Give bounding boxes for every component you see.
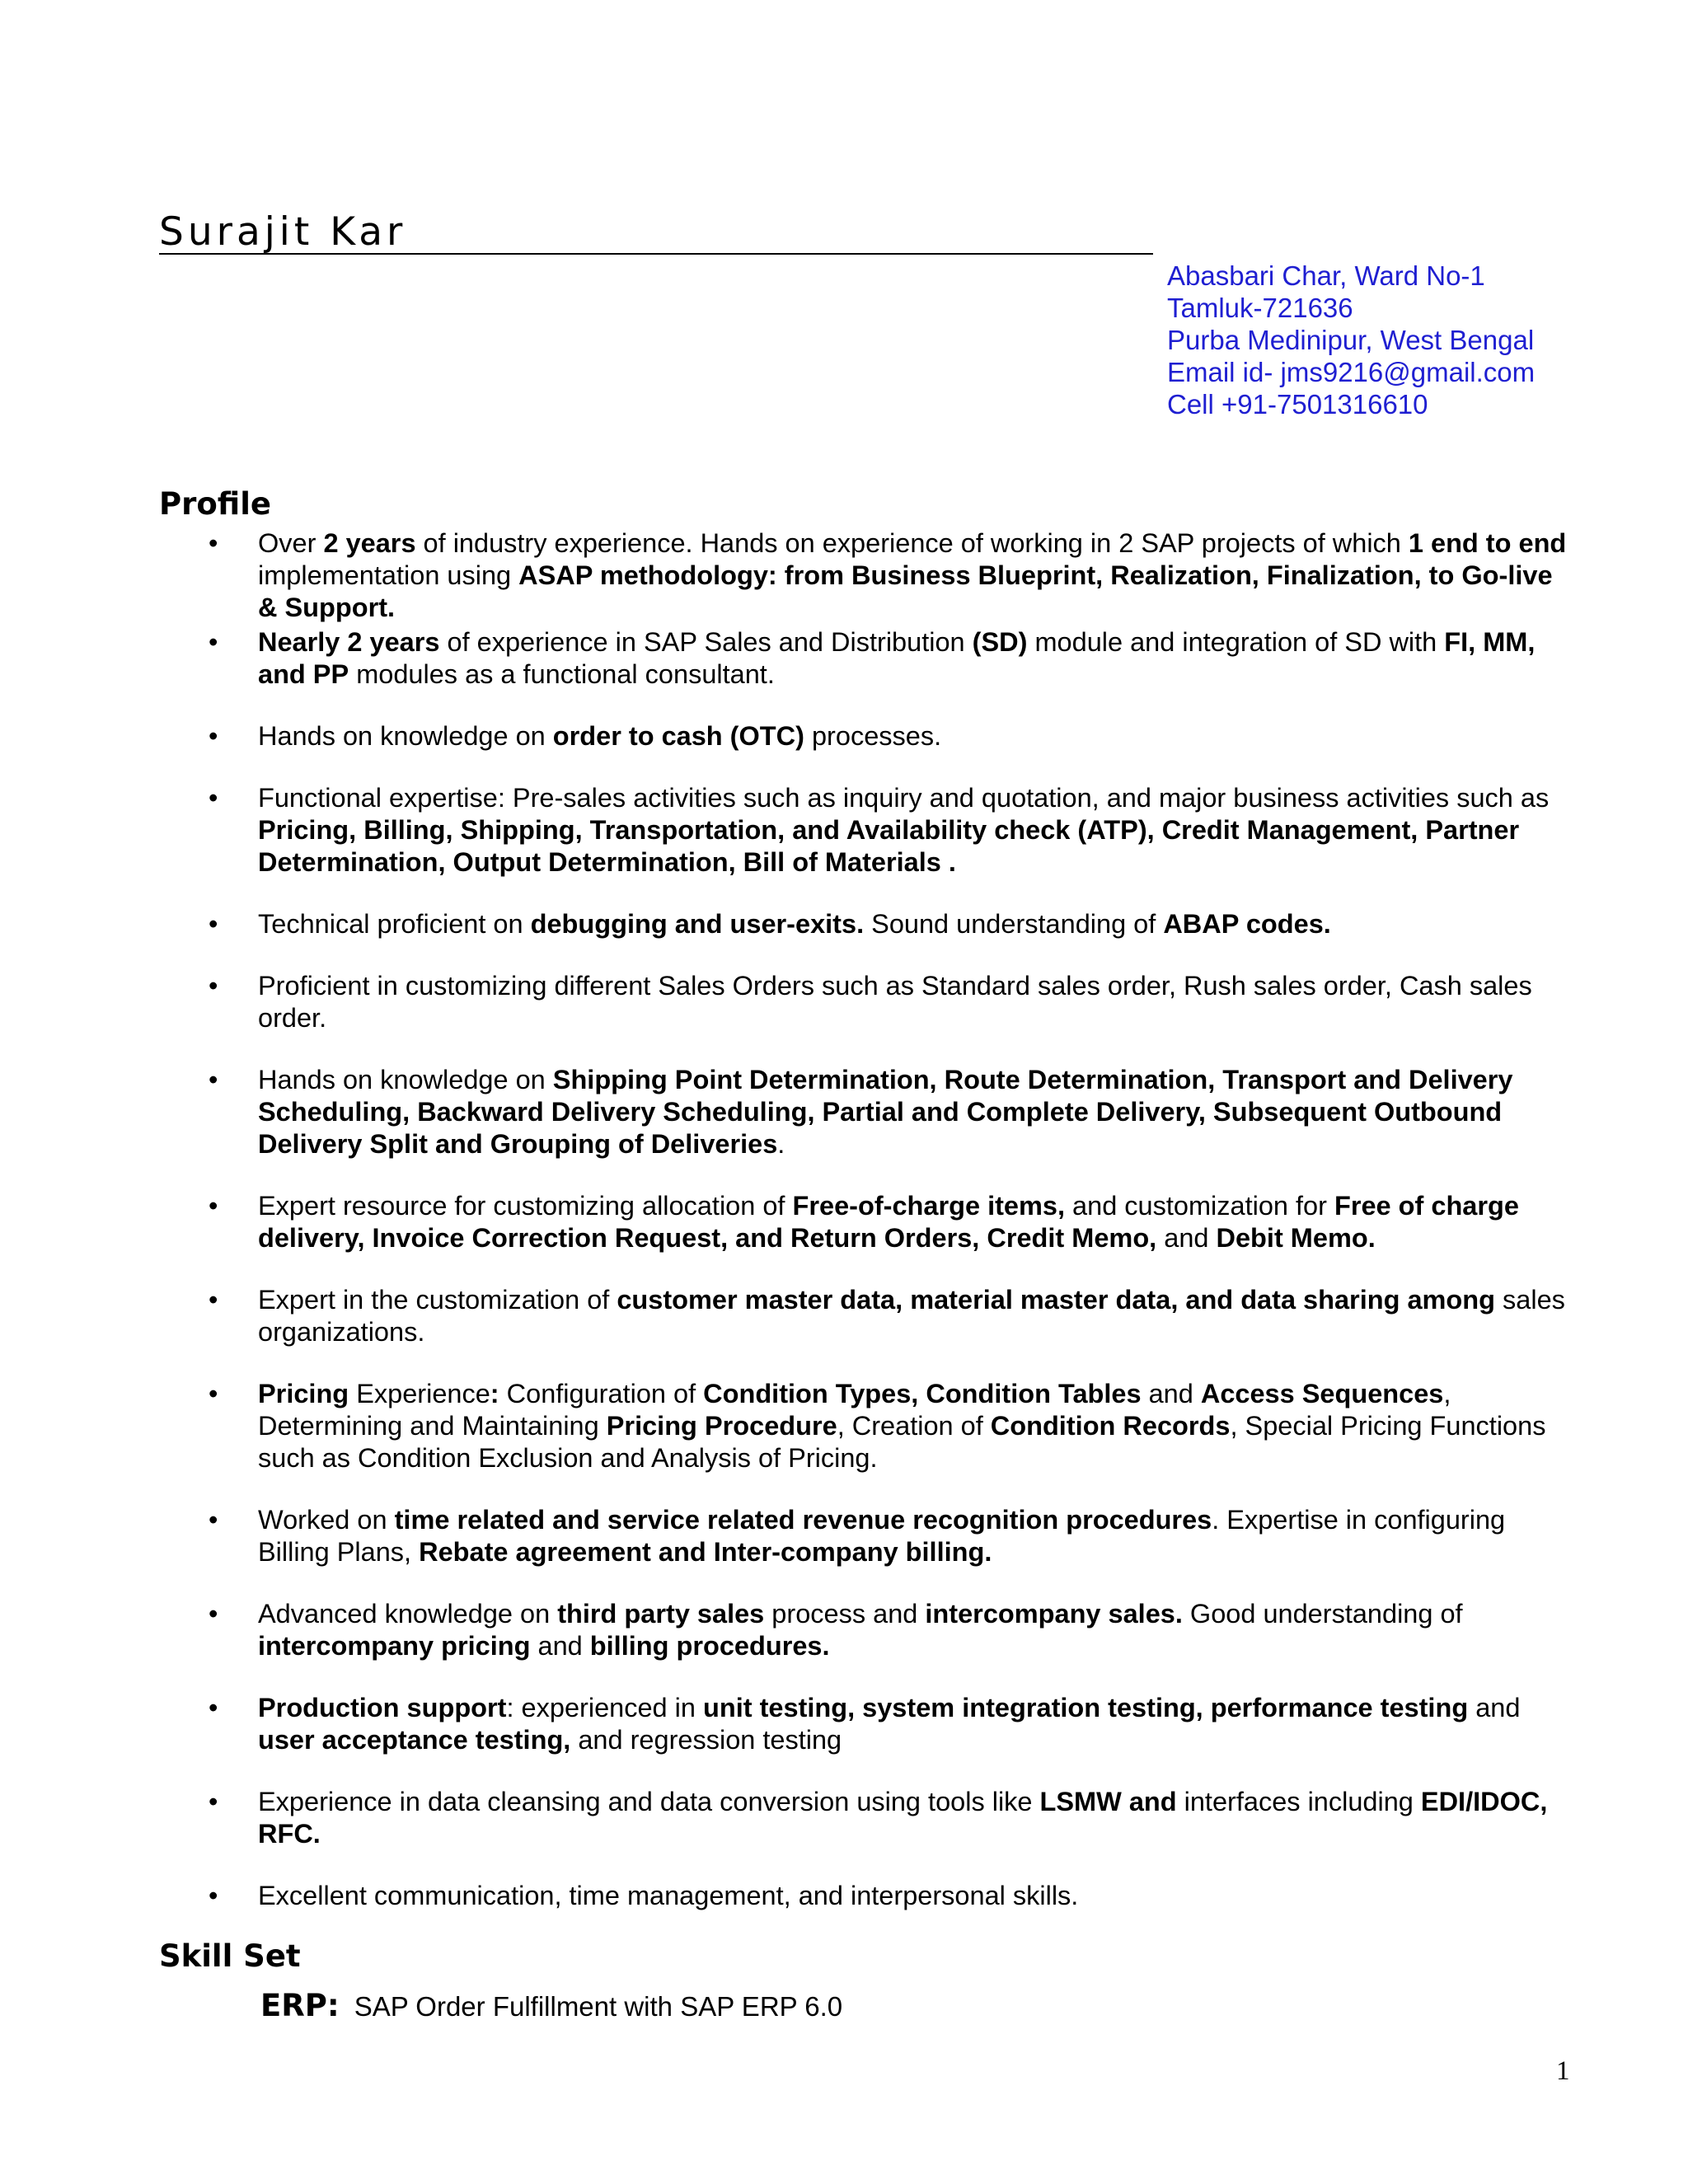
bold-text: (SD) [972,627,1028,657]
text: interfaces including [1176,1787,1421,1816]
text: and [1141,1379,1201,1408]
text: Proficient in customizing different Sales Orders such as Standard sales order, Rush sales order, Cash sales order. [258,971,1532,1033]
text: Functional expertise: Pre-sales activities such as inquiry and quotation, and major business activities such as [258,783,1550,813]
bold-text: FI, MM, and PP [258,627,1536,689]
bold-text: Pricing Procedure [606,1411,837,1441]
bullet-dot: • [209,1379,218,1408]
bold-text: debugging and user-exits. [530,909,865,939]
bold-text: Condition Types, Condition Tables [703,1379,1142,1408]
bold-text: order to cash (OTC) [552,721,804,751]
bold-text: Debit Memo. [1216,1223,1376,1253]
text: : experienced in [506,1693,703,1722]
text: Experience [349,1379,490,1408]
address-line-2: Tamluk-721636 [1167,293,1353,323]
address-line-1: Abasbari Char, Ward No-1 [1167,260,1485,291]
profile-bullet-item [209,1692,1568,1756]
bold-text: Free of charge delivery, Invoice Correction Request, and Return Orders, Credit Memo, [258,1191,1519,1253]
name-underline [159,253,1153,255]
bold-text: ASAP methodology: from Business Blueprint, Realization, Finalization, to Go-live & Support. [258,560,1553,622]
bold-text: Nearly 2 years [258,627,440,657]
text: Hands on knowledge on [258,1065,553,1094]
bold-text: billing procedures. [589,1631,830,1661]
text: processes. [804,721,942,751]
text: sales organizations. [258,1285,1565,1347]
bold-text: EDI/IDOC, RFC. [258,1787,1548,1849]
text: . Expertise in configuring Billing Plans, [258,1505,1506,1567]
erp-row [260,1988,842,2023]
bold-text: user acceptance testing, [258,1725,571,1755]
profile-bullet-item [209,1880,1568,1912]
profile-bullet-item [209,1064,1568,1160]
bullet-dot: • [209,1285,218,1315]
bold-text: Shipping Point Determination, Route Determination, Transport and Delivery Scheduling, Backward Delivery Scheduling, Partial and Complete Delivery, Subsequent Outbound Delivery Split and Grouping of Deliveries [258,1065,1513,1159]
erp-label: ERP: [260,1988,340,2023]
bold-text: ABAP codes. [1163,909,1331,939]
bold-text: Access Sequences [1200,1379,1444,1408]
bold-text: customer master data, material master data, and data sharing among [617,1285,1495,1315]
text: Advanced knowledge on [258,1599,558,1629]
profile-bullet-item [209,1284,1568,1348]
text: , Special Pricing Functions such as Condition Exclusion and Analysis of Pricing. [258,1411,1546,1473]
profile-bullet-item [209,1786,1568,1850]
bullet-dot: • [209,1787,218,1816]
text: and regression testing [570,1725,842,1755]
text: implementation using [258,560,519,590]
bullet-dot: • [209,1505,218,1535]
profile-bullet-item [209,908,1568,940]
text: modules as a functional consultant. [349,659,775,689]
bullet-dot: • [209,1191,218,1221]
phone-line[interactable]: Cell +91-7501316610 [1167,389,1428,419]
bold-text: time related and service related revenue recognition procedures [394,1505,1212,1535]
text: , Creation of [837,1411,991,1441]
text: Sound understanding of [864,909,1164,939]
profile-bullet-item [209,626,1568,691]
bullet-dot: • [209,971,218,1001]
text: process and [764,1599,926,1629]
text: Hands on knowledge on [258,721,553,751]
profile-bullet-item [209,1190,1568,1254]
text: and [1468,1693,1521,1722]
text: and [1156,1223,1217,1253]
bullet-dot: • [209,1881,218,1910]
text: Experience in data cleansing and data conversion using tools like [258,1787,1040,1816]
bold-text: 1 end to end [1408,528,1567,558]
bold-text: : [490,1379,499,1408]
text: Expert in the customization of [258,1285,617,1315]
text: Over [258,528,324,558]
bold-text: 2 years [323,528,416,558]
profile-bullet-item [209,1378,1568,1474]
text: Excellent communication, time management, and interpersonal skills. [258,1881,1079,1910]
bold-text: LSMW and [1039,1787,1177,1816]
text: . [777,1129,785,1159]
bold-text: Pricing, Billing, Shipping, Transportation, and Availability check (ATP), Credit Management, Partner Determination, Output Determination, Bill of Materials . [258,815,1520,877]
text: module and integration of SD with [1027,627,1445,657]
address-line-3: Purba Medinipur, West Bengal [1167,325,1535,355]
bold-text: Rebate agreement and Inter-company billing. [419,1537,992,1567]
candidate-name: Surajit Kar [159,209,407,255]
email-line[interactable]: Email id- jms9216@gmail.com [1167,357,1536,387]
text: and [530,1631,590,1661]
bullet-dot: • [209,783,218,813]
bullet-dot: • [209,1693,218,1722]
text: Configuration of [499,1379,704,1408]
bold-text: Pricing [258,1379,349,1408]
contact-block [1167,260,1535,420]
bold-text: third party sales [557,1599,765,1629]
text: Expert resource for customizing allocation of [258,1191,793,1221]
profile-bullet-item [209,1504,1568,1568]
profile-bullet-item [209,527,1568,624]
profile-heading: Profile [159,486,271,522]
text: , Determining and Maintaining [258,1379,1451,1441]
bullet-dot: • [209,721,218,751]
page-number: 1 [1556,2056,1570,2086]
bold-text: Condition Records [990,1411,1231,1441]
profile-bullet-item [209,720,1568,752]
bold-text: intercompany sales. [925,1599,1183,1629]
erp-value: SAP Order Fulfillment with SAP ERP 6.0 [354,1991,843,2022]
text: Technical proficient on [258,909,531,939]
skill-set-heading: Skill Set [159,1938,301,1974]
text: and customization for [1065,1191,1334,1221]
bullet-dot: • [209,909,218,939]
bold-text: unit testing, system integration testing, performance testing [702,1693,1469,1722]
text: of experience in SAP Sales and Distribution [439,627,973,657]
bullet-dot: • [209,1065,218,1094]
text: of industry experience. Hands on experience of working in 2 SAP projects of which [415,528,1409,558]
profile-bullet-item [209,970,1568,1034]
bold-text: Production support [258,1693,507,1722]
profile-list [209,527,1568,1942]
bullet-dot: • [209,528,218,558]
bullet-dot: • [209,627,218,657]
bold-text: intercompany pricing [258,1631,531,1661]
profile-bullet-item [209,782,1568,879]
bold-text: Free-of-charge items, [792,1191,1066,1221]
text: Good understanding of [1182,1599,1463,1629]
bullet-dot: • [209,1599,218,1629]
profile-bullet-item [209,1598,1568,1662]
text: Worked on [258,1505,395,1535]
